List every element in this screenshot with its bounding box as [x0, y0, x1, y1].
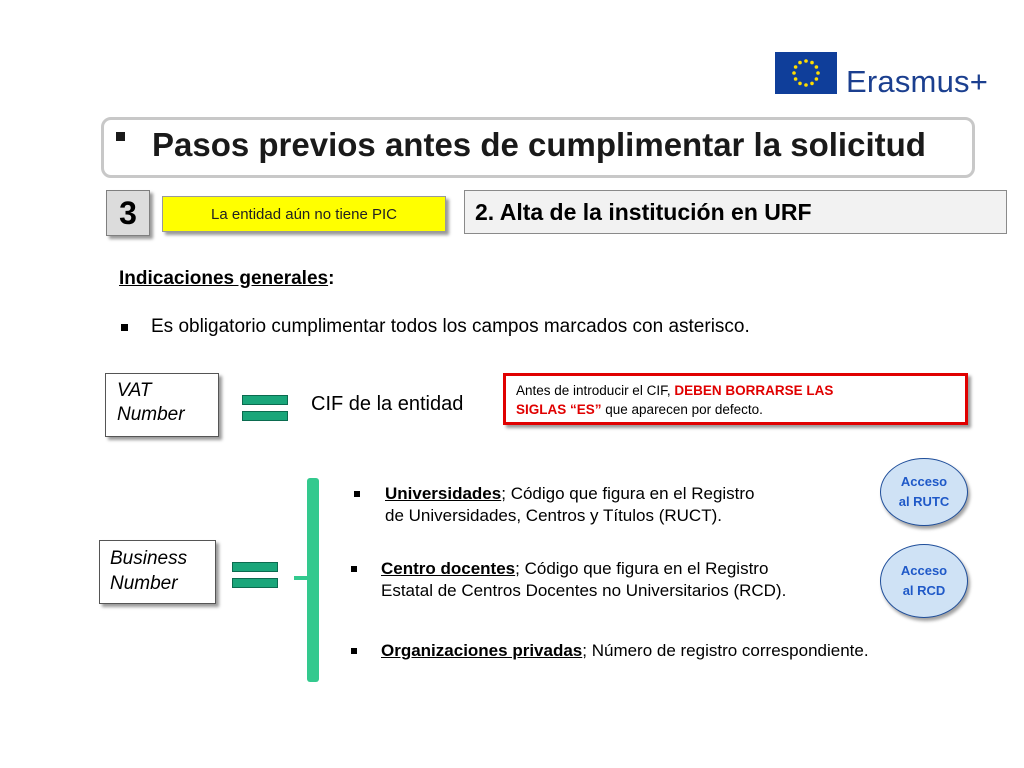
vat-label-line1: VAT	[117, 380, 152, 401]
vat-number-label	[105, 373, 219, 437]
vat-label-line2: Number	[117, 404, 185, 425]
note-suffix: que aparecen por defecto.	[601, 402, 763, 417]
note-bold-1: DEBEN BORRARSE LAS	[674, 383, 834, 398]
bullet-icon	[351, 648, 357, 654]
list-item-universidades: Universidades; Código que figura en el Registro de Universidades, Centros y Títulos (RUCT).	[385, 484, 755, 525]
bullet-icon	[121, 324, 128, 331]
page-title: Pasos previos antes de cumplimentar la solicitud	[152, 126, 926, 163]
acceso-rutc-link[interactable]: Acceso al RUTC	[880, 458, 968, 526]
note-bold-2: SIGLAS “ES”	[516, 402, 602, 417]
indications-heading	[119, 268, 334, 290]
indications-heading-colon: :	[328, 268, 335, 289]
step-tag: La entidad aún no tiene PIC	[162, 196, 446, 232]
equals-icon	[242, 395, 288, 421]
title-bullet-icon	[116, 132, 125, 141]
erasmus-logo-text: Erasmus+	[846, 64, 989, 99]
list-item-centros: Centro docentes; Código que figura en el Registro Estatal de Centros Docentes no Universitarios (RCD).	[381, 559, 787, 600]
business-label-line1: Business	[110, 548, 188, 569]
indications-heading-text: Indicaciones generales	[119, 268, 329, 289]
equals-icon	[232, 562, 278, 588]
acceso-rcd-link[interactable]: Acceso al RCD	[880, 544, 968, 618]
section-heading: 2. Alta de la institución en URF	[464, 190, 1007, 234]
indications-bullet-text: Es obligatorio cumplimentar todos los campos marcados con asterisco.	[151, 316, 750, 337]
eu-flag-logo	[775, 52, 837, 94]
list-item-privadas: Organizaciones privadas; Número de registro correspondiente.	[381, 641, 869, 660]
bullet-icon	[354, 491, 360, 497]
vat-value: CIF de la entidad	[311, 393, 464, 415]
business-number-label	[99, 540, 216, 604]
vat-warning-note	[503, 373, 968, 425]
bullet-icon	[351, 566, 357, 572]
step-number: 3	[106, 190, 150, 236]
green-brace	[307, 478, 319, 682]
note-prefix: Antes de introducir el CIF,	[516, 383, 675, 398]
business-label-line2: Number	[110, 573, 178, 594]
